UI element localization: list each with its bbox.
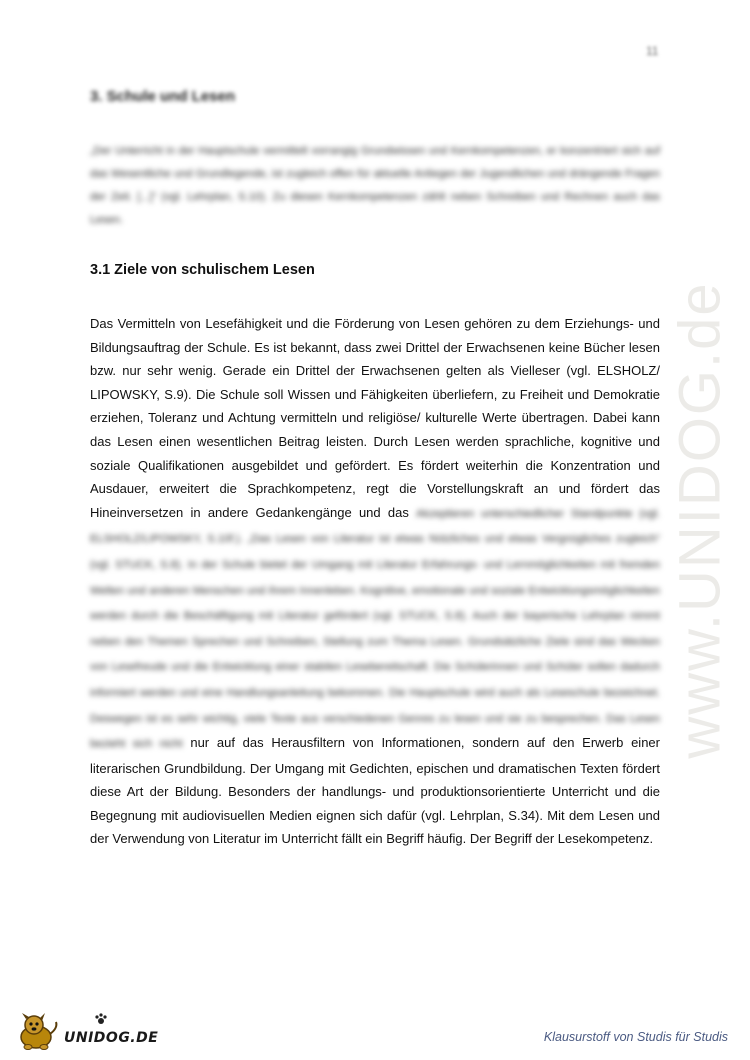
page-number: 11: [646, 44, 659, 58]
section-text-part-2: nur auf das Herausfiltern von Informationen, sondern auf den Erwerb einer literarischen Grundbildung. Der Umgang mit Gedichten, epischen und dramatischen Texten fördert diese Art der Bildung. Besonders der handlungs- und produktionsorientierte Unterricht und die Begegnung mit audiovisuellen Medien eignen sich dafür (vgl. Lehrplan, S.34). Mit dem Lesen und der Verwendung von Literatur im Unterricht fällt ein Begriff häufig. Der Begriff der Lesekompetenz.: [90, 735, 660, 847]
section-text-part-1: Das Vermitteln von Lesefähigkeit und die Förderung von Lesen gehören zu dem Erziehungs- und Bildungsauftrag der Schule. Es ist bekannt, dass zwei Drittel der Erwachsenen keine Bücher lesen bzw. nur sehr wenig. Gerade ein Drittel der Erwachsenen gelten als Vielleser (vgl. ELSHOLZ/ LIPOWSKY, S.9). Die Schule soll Wissen und Fähigkeiten überliefern, zu Freiheit und Demokratie erziehen, Toleranz und Achtung vermitteln und religiöse/ kulturelle Werte übertragen. Dabei kann das Lesen einen wesentlichen Beitrag leisten. Durch Lesen werden sprachliche, kognitive und soziale Qualifikationen ausgebildet und gefördert. Es fördert weiterhin die Konzentration und Ausdauer, erweitert die Sprachkompetenz, regt die Vorstellungskraft an und fördert das Hineinversetzen in andere Gedankengänge und das: [90, 316, 660, 520]
watermark: [640, 280, 750, 760]
paw-icon: [94, 1012, 108, 1026]
footer-tagline: Klausurstoff von Studis für Studis: [543, 1030, 728, 1044]
chapter-title: 3. Schule und Lesen: [90, 88, 236, 105]
section-body: [90, 312, 660, 851]
logo-text: UNIDOG.DE: [64, 1030, 159, 1046]
section-title: 3.1 Ziele von schulischem Lesen: [90, 262, 315, 278]
intro-paragraph: „Der Unterricht in der Hauptschule vermittelt vorrangig Grundwissen und Kernkompetenzen, er konzentriert sich auf das Wesentliche und Grundlegende, ist zugleich offen für aktuelle Anliegen der Jugendlichen und drängende Fragen der Zeit. [...]“ (vgl. Lehrplan, S.10). Zu diesen Kernkompetenzen zählt neben Schreiben und Rechnen auch das Lesen.: [90, 145, 660, 226]
unidog-logo: [14, 1010, 164, 1052]
watermark-text: www.UNIDOG.de: [667, 281, 733, 759]
section-text-blurred: Akzeptieren unterschiedlicher Standpunkte (vgl. ELSHOLZ/LIPOWSKY, S.10f.). „Das Lesen von Literatur ist etwas Nützliches und etwas Vergnügliches zugleich“ (vgl. STUCK, S.8). In der Schule bietet der Umgang mit Literatur Erfahrungs- und Lernmöglichkeiten mit fremden Welten und anderen Menschen und ihrem Innenleben. Kognitive, emotionale und soziale Entwicklungsmöglichkeiten werden durch die Beschäftigung mit Literatur gefördert (vgl. STUCK, S.8). Auch der bayerische Lehrplan nimmt neben den Themen Sprechen und Schreiben, Stellung zum Thema Lesen. Grundsätzliche Ziele sind das Wecken von Lesefreude und die Entwicklung einer stabilen Lesebereitschaft. Die Schülerinnen und Schüler sollen dadurch informiert werden und eine Handlungsanleitung bekommen. Die Hauptschule wird auch als Leseschule bezeichnet. Deswegen ist es sehr wichtig, viele Texte aus verschiedenen Genres zu lesen und sie zu besprechen. Das Lesen bezieht sich nicht: [90, 507, 660, 751]
dog-icon: [14, 1010, 62, 1052]
